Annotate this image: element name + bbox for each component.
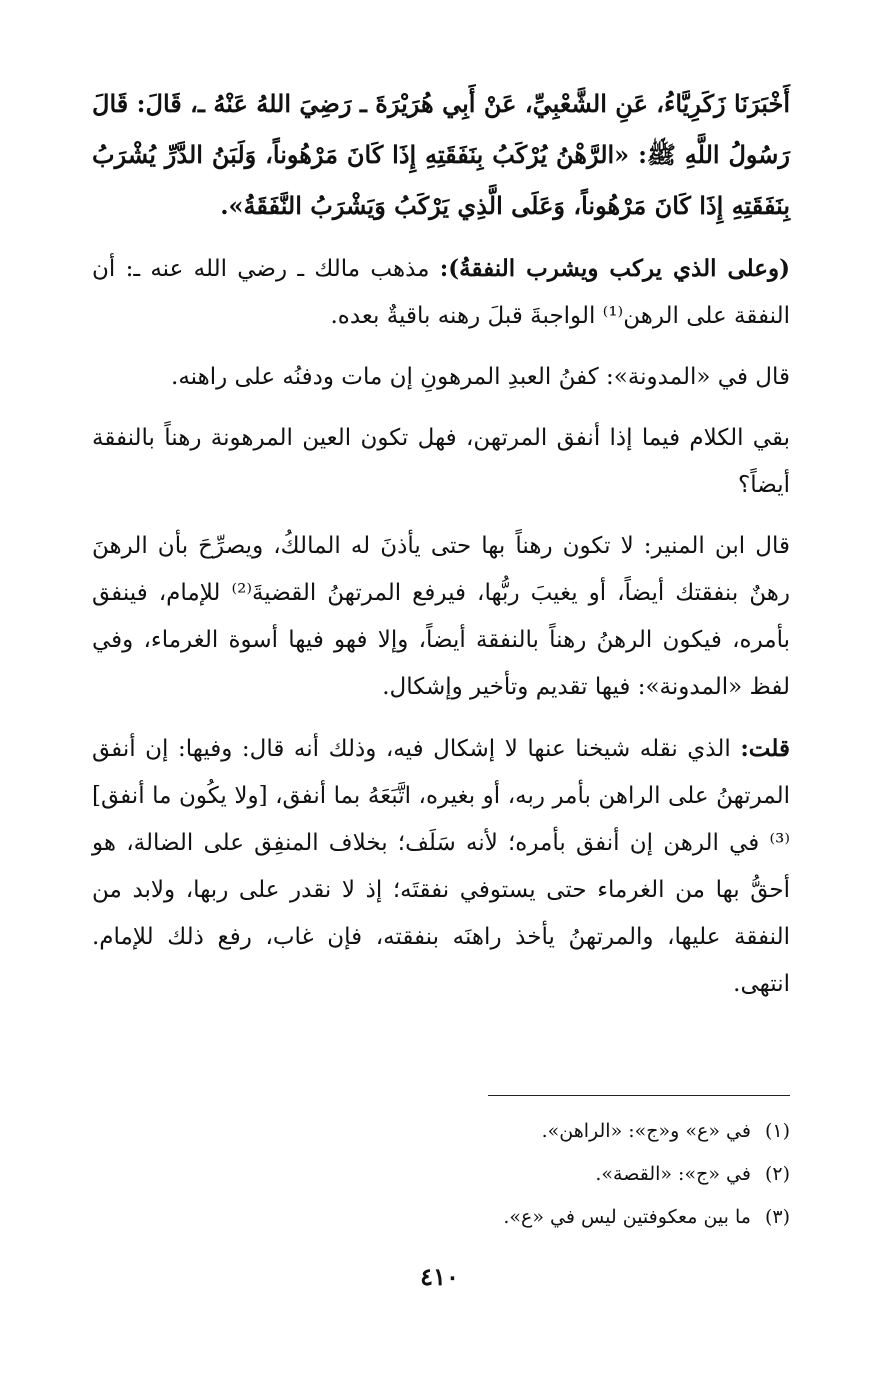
footnote-separator xyxy=(488,1095,790,1096)
commentary-paragraph-5 xyxy=(92,725,790,1008)
footnote-number: (٣) xyxy=(764,1206,790,1228)
qultu-lead: قلت: xyxy=(740,735,790,762)
quoted-phrase: (وعلى الذي يركب ويشرب النفقةُ): xyxy=(439,255,790,282)
footnote-2 xyxy=(290,1153,790,1196)
footnote-number: (٢) xyxy=(764,1163,790,1185)
footnote-text: في «ج»: «القصة». xyxy=(595,1163,751,1185)
commentary-paragraph-4 xyxy=(92,523,790,711)
paragraph-text: الذي نقله شيخنا عنها لا إشكال فيه، وذلك أنه قال: وفيها: إن أنفق المرتهنُ على الراهن بأمر ربه، أو بغيره، اتَّبَعَهُ بما أنفق، [ولا يكُون ما أنفق]⁽³⁾ في الرهن إن أنفق بأمره؛ لأنه سَلَف؛ بخلاف المنفِق على الضالة، هو أحقُّ بها من الغرماء حتى يستوفي نفقتَه؛ إذ لا نقدر على ربها، ولابد من النفقة عليها، والمرتهنُ يأخذ راهنَه بنفقته، فإن غاب، رفع ذلك للإمام. انتهى. xyxy=(92,736,790,997)
paragraph-text: بقي الكلام فيما إذا أنفق المرتهن، فهل تكون العين المرهونة رهناً بالنفقة أيضاً؟ xyxy=(92,425,790,498)
paragraph-text: قال ابن المنير: لا تكون رهناً بها حتى يأذنَ له المالكُ، ويصرِّحَ بأن الرهنَ رهنٌ بنفقتك أيضاً، أو يغيبَ ربُّها، فيرفع المرتهنُ القضيةَ⁽²⁾ للإمام، فينفق بأمره، فيكون الرهنُ رهناً بالنفقة أيضاً، وإلا فهو فيها أسوة الغرماء، وفي لفظ «المدونة»: فيها تقديم وتأخير وإشكال. xyxy=(92,533,790,700)
footnote-3 xyxy=(290,1196,790,1239)
commentary-paragraph-2 xyxy=(92,354,790,401)
footnote-number: (١) xyxy=(764,1120,790,1142)
paragraph-text: مذهب مالك ـ رضي الله عنه ـ: أن النفقة على الرهن⁽¹⁾ الواجبةَ قبلَ رهنه باقيةٌ بعده. xyxy=(92,256,790,329)
hadith-body: أَخْبَرَنَا زَكَرِيَّاءُ، عَنِ الشَّعْبِيِّ، عَنْ أَبِي هُرَيْرَةَ ـ رَضِيَ اللهُ عَنْهُ ـ، قَالَ: قَالَ رَسُولُ اللَّهِ ﷺ: «الرَّهْنُ يُرْكَبُ بِنَفَقَتِهِ إِذَا كَانَ مَرْهُوناً، وَلَبَنُ الدَّرِّ يُشْرَبُ بِنَفَقَتِهِ إِذَا كَانَ مَرْهُوناً، وَعَلَى الَّذِي يَرْكَبُ وَيَشْرَبُ النَّفَقَةُ». xyxy=(92,89,791,220)
page-number: ٤١٠ xyxy=(420,1262,459,1291)
commentary-paragraph-3 xyxy=(92,415,790,509)
main-text xyxy=(92,78,790,1022)
commentary-paragraph-1 xyxy=(92,245,790,340)
footnote-text: في «ع» و«ج»: «الراهن». xyxy=(541,1120,751,1142)
paragraph-text: قال في «المدونة»: كفنُ العبدِ المرهونِ إن مات ودفنُه على راهنه. xyxy=(171,364,790,390)
footnote-text: ما بين معكوفتين ليس في «ع». xyxy=(503,1206,751,1228)
footnote-1 xyxy=(290,1110,790,1153)
hadith-text xyxy=(92,78,790,231)
footnotes xyxy=(290,1110,790,1239)
